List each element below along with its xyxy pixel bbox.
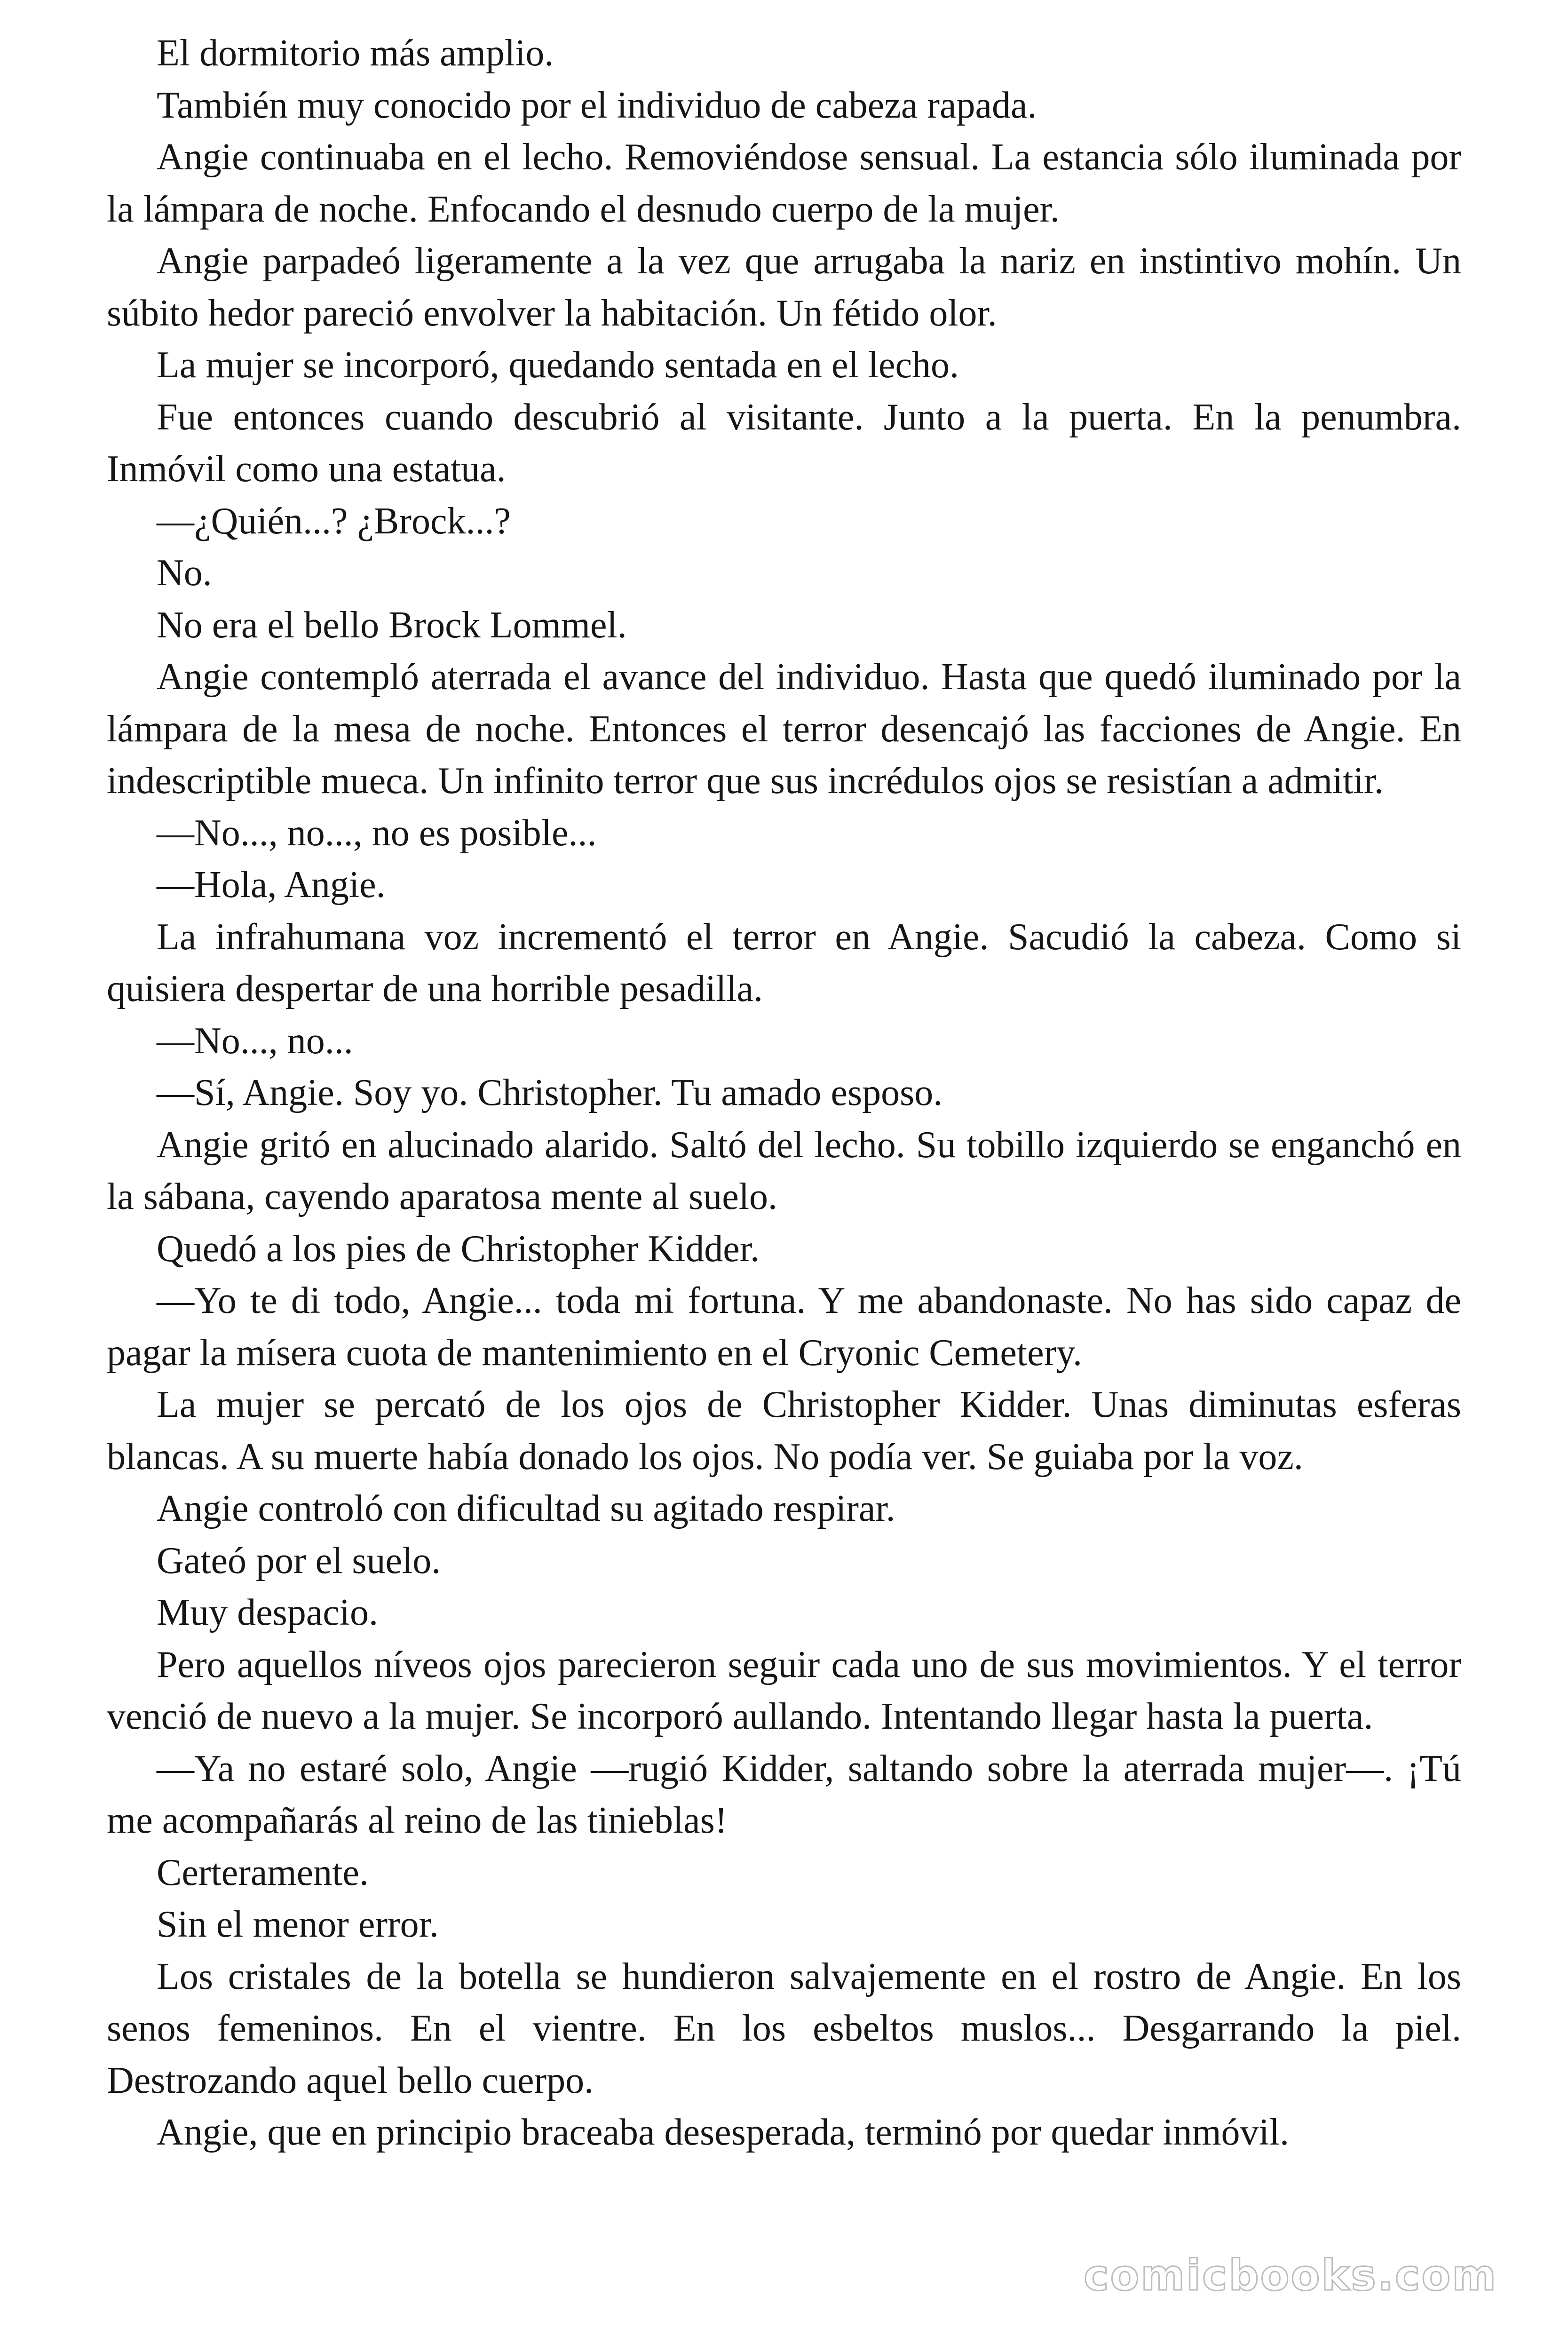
paragraph: Angie contempló aterrada el avance del individuo. Hasta que quedó iluminado por la lámpara de la mesa de noche. Entonces el terror desencajó las facciones de Angie. En indescriptible mueca. Un infinito terror que sus incrédulos ojos se resistían a admitir. [107, 656, 1461, 802]
watermark: comicbooks.com [1084, 2251, 1497, 2300]
paragraph: Pero aquellos níveos ojos parecieron seguir cada uno de sus movimientos. Y el terror venció de nuevo a la mujer. Se incorporó aullando. Intentando llegar hasta la puerta. [107, 1644, 1461, 1737]
paragraph: Sin el menor error. [157, 1904, 439, 1945]
paragraph: La mujer se percató de los ojos de Christopher Kidder. Unas diminutas esferas blancas. A su muerte había donado los ojos. No podía ver. Se guiaba por la voz. [107, 1384, 1461, 1478]
paragraph: Muy despacio. [157, 1592, 379, 1633]
paragraph: —Ya no estaré solo, Angie —rugió Kidder, saltando sobre la aterrada mujer—. ¡Tú me acompañarás al reino de las tinieblas! [107, 1748, 1461, 1841]
paragraph: También muy conocido por el individuo de cabeza rapada. [157, 84, 1037, 126]
paragraph: No. [157, 552, 212, 594]
page-body [107, 27, 1461, 2159]
paragraph: —Sí, Angie. Soy yo. Christopher. Tu amado esposo. [157, 1072, 943, 1113]
paragraph: Angie gritó en alucinado alarido. Saltó del lecho. Su tobillo izquierdo se enganchó en la sábana, cayendo aparatosa mente al suelo. [107, 1124, 1461, 1217]
paragraph: Fue entonces cuando descubrió al visitante. Junto a la puerta. En la penumbra. Inmóvil como una estatua. [107, 396, 1461, 490]
paragraph: Angie parpadeó ligeramente a la vez que arrugaba la nariz en instintivo mohín. Un súbito hedor pareció envolver la habitación. Un fétido olor. [107, 240, 1461, 334]
paragraph: El dormitorio más amplio. [157, 32, 554, 74]
paragraph: —¿Quién...? ¿Brock...? [157, 500, 511, 542]
paragraph: —Yo te di todo, Angie... toda mi fortuna. Y me abandonaste. No has sido capaz de pagar la mísera cuota de mantenimiento en el Cryonic Cemetery. [107, 1280, 1461, 1374]
paragraph: —No..., no... [157, 1020, 353, 1062]
paragraph: Los cristales de la botella se hundieron salvajemente en el rostro de Angie. En los senos femeninos. En el vientre. En los esbeltos muslos... Desgarrando la piel. Destrozando aquel bello cuerpo. [107, 1955, 1461, 2101]
paragraph: —No..., no..., no es posible... [157, 812, 597, 854]
paragraph: Angie controló con dificultad su agitado respirar. [157, 1488, 895, 1529]
paragraph: La infrahumana voz incrementó el terror en Angie. Sacudió la cabeza. Como si quisiera despertar de una horrible pesadilla. [107, 916, 1461, 1009]
paragraph: Certeramente. [157, 1851, 369, 1893]
paragraph: No era el bello Brock Lommel. [157, 604, 627, 646]
paragraph: —Hola, Angie. [157, 864, 386, 906]
paragraph: La mujer se incorporó, quedando sentada en el lecho. [157, 344, 959, 386]
paragraph: Gateó por el suelo. [157, 1540, 441, 1581]
paragraph: Angie, que en principio braceaba desesperada, terminó por quedar inmóvil. [157, 2112, 1290, 2153]
paragraph: Quedó a los pies de Christopher Kidder. [157, 1228, 760, 1270]
paragraph: Angie continuaba en el lecho. Removiéndose sensual. La estancia sólo iluminada por la lámpara de noche. Enfocando el desnudo cuerpo de la mujer. [107, 136, 1461, 230]
